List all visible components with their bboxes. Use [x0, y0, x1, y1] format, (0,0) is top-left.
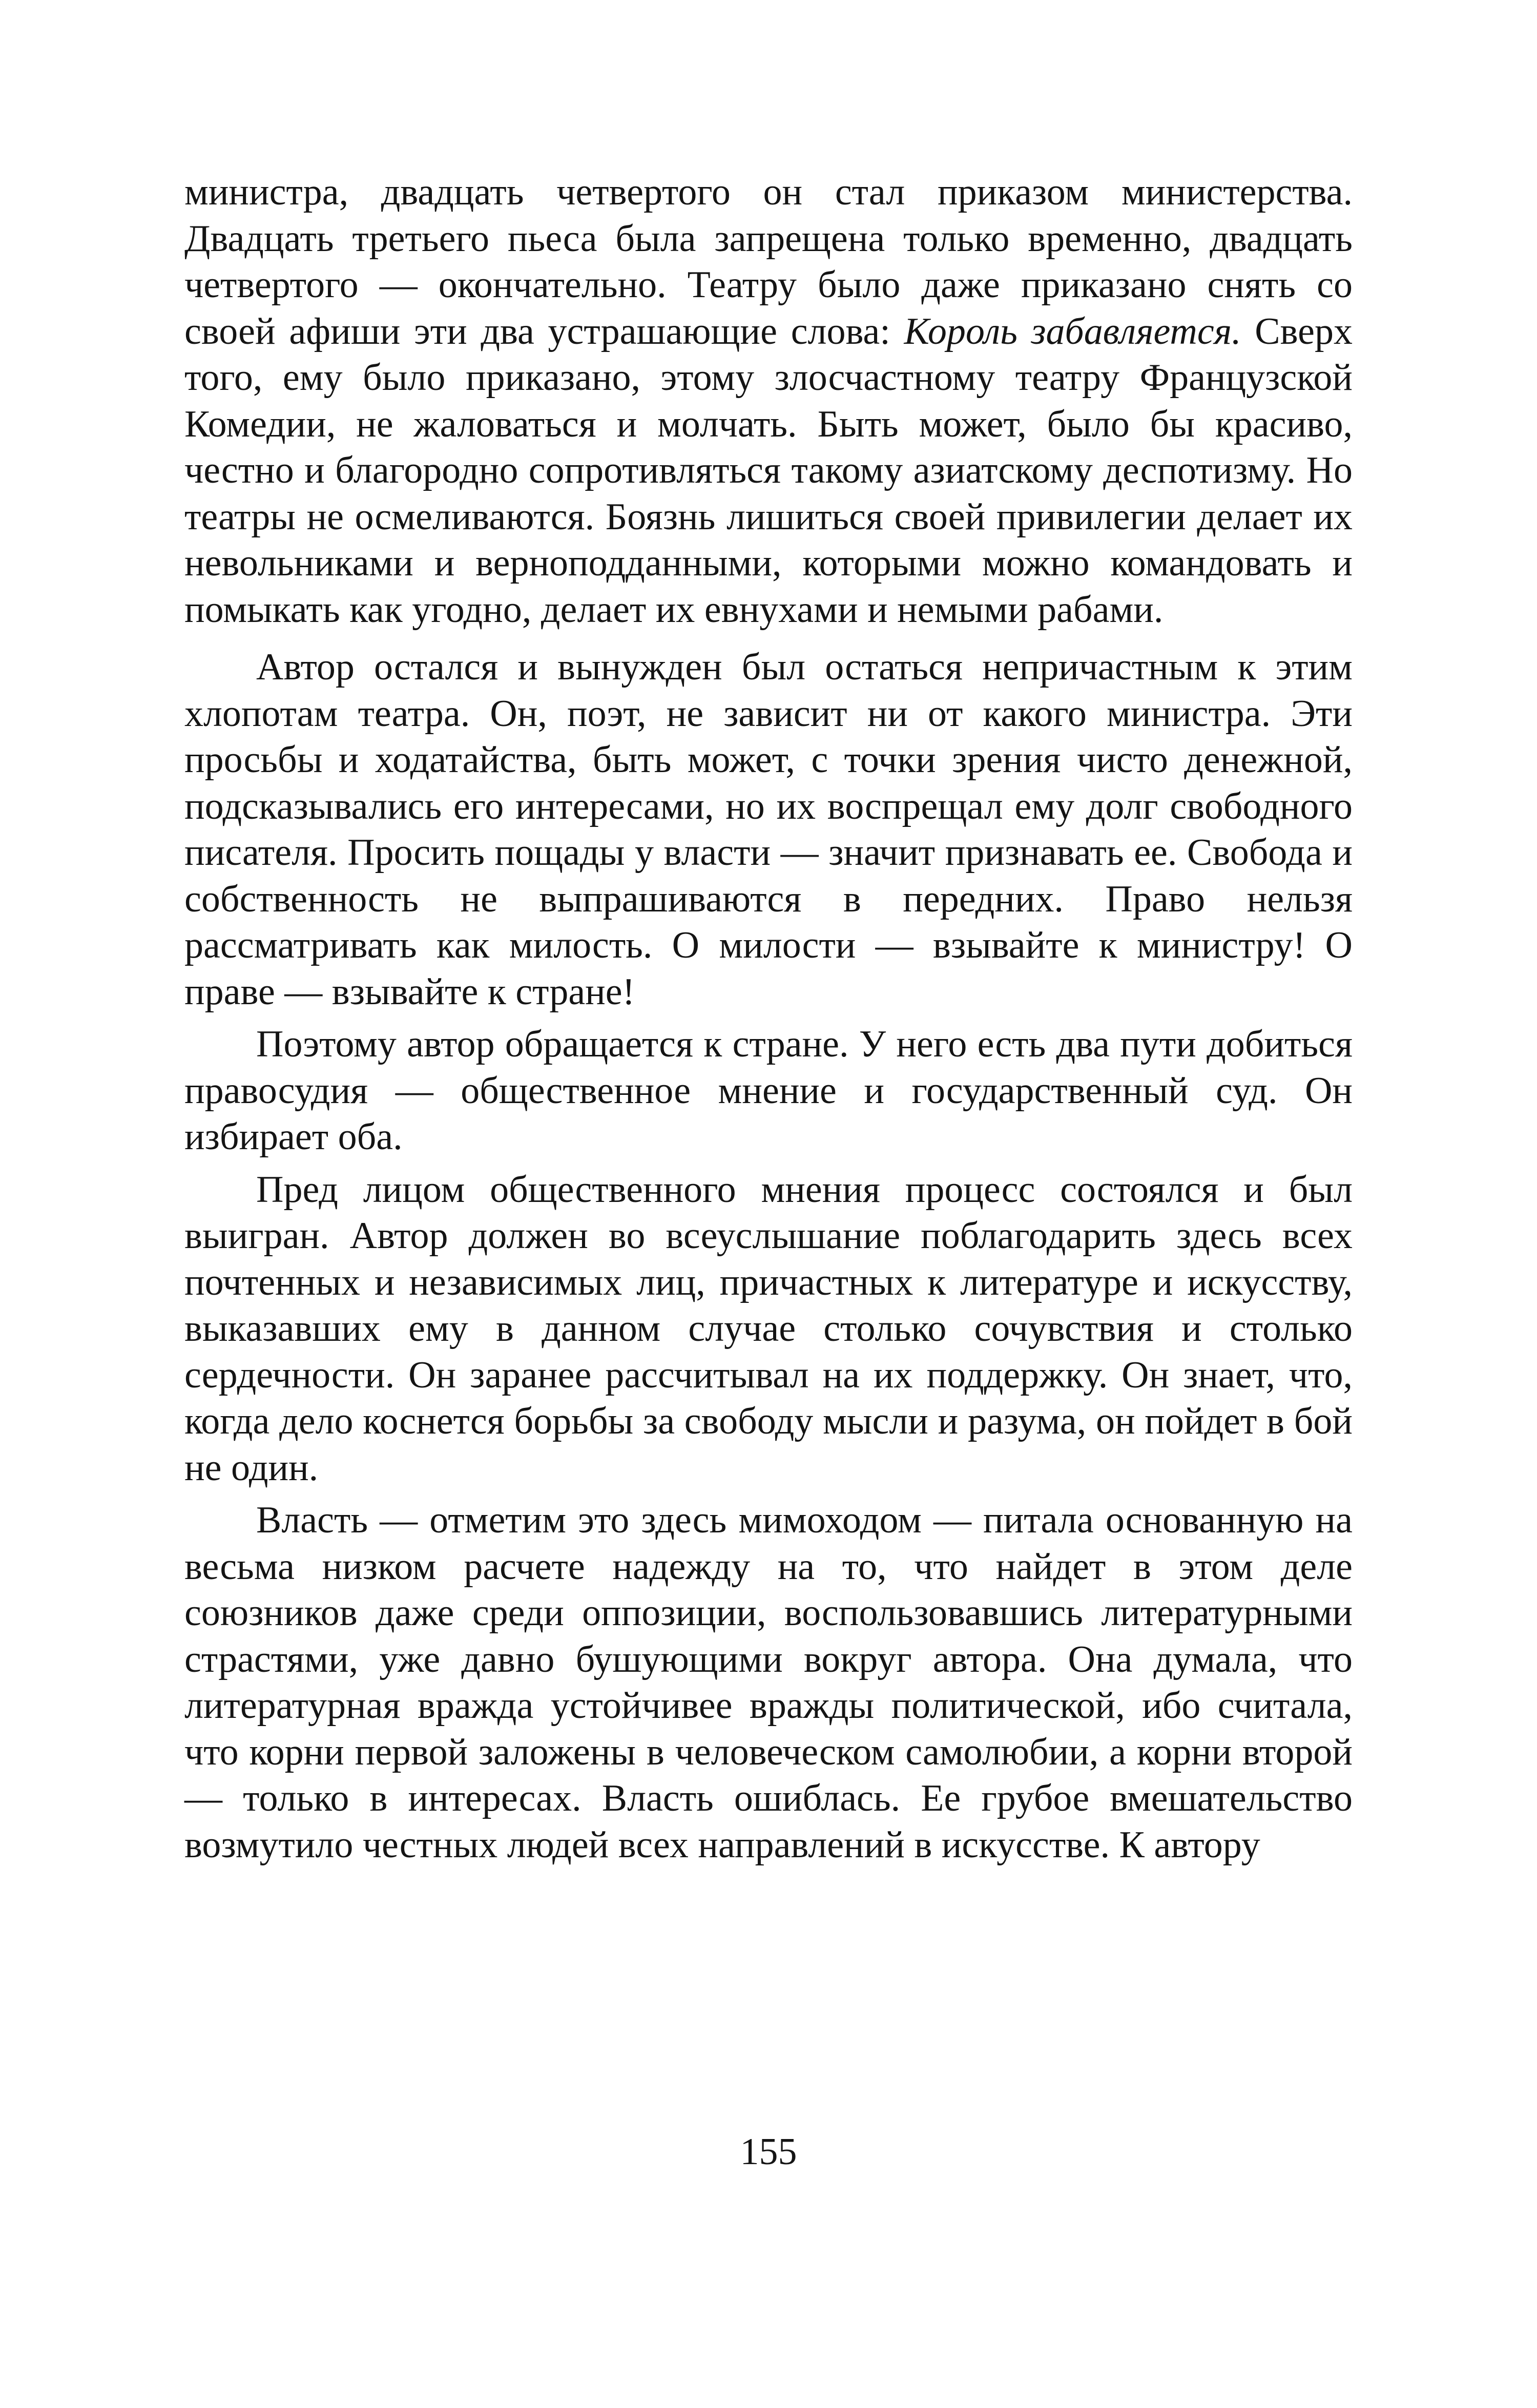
play-title-italic: Король забавляется. — [904, 310, 1241, 352]
paragraph-5: Власть — отметим это здесь мимоходом — питала основанную на весьма низком расчете надежду на то, что найдет в этом деле союзников даже среди оппозиции, воспользовавшись литературными страстями, уже давно бушующими вокруг автора. Она думала, что литературная вражда устойчивее вражды политической, ибо считала, что корни первой заложены в человеческом самолюбии, а корни второй — только в интересах. Власть ошиблась. Ее грубое вмешательство возмутило честных людей всех направлений в искусстве. К автору — [184, 1499, 1353, 1866]
page-number: 155 — [740, 2131, 797, 2173]
page-text-block — [184, 169, 1353, 1868]
paragraph-3: Поэтому автор обращается к стране. У него есть два пути добиться правосудия — общественное мнение и государственный суд. Он избирает оба. — [184, 1023, 1353, 1158]
paragraph-2: Автор остался и вынужден был остаться непричастным к этим хлопотам театра. Он, поэт, не зависит ни от какого министра. Эти просьбы и ходатайства, быть может, с точки зрения чисто денежной, подсказывались его интересами, но их воспрещал ему долг свободного писателя. Просить пощады у власти — значит признавать ее. Свобода и собственность не выпрашиваются в передних. Право нельзя рассматривать как милость. О милости — взывайте к министру! О праве — взывайте к стране! — [184, 646, 1353, 1013]
paragraph-1 — [184, 169, 1353, 633]
paragraph-4: Пред лицом общественного мнения процесс состоялся и был выигран. Автор должен во всеуслышание поблагодарить здесь всех почтенных и независимых лиц, причастных к литературе и искусству, выказавших ему в данном случае столько сочувствия и столько сердечности. Он заранее рассчитывал на их поддержку. Он знает, что, когда дело коснется борьбы за свободу мысли и разума, он пойдет в бой не один. — [184, 1168, 1353, 1489]
paragraph-1-text-end: Сверх того, ему было приказано, этому злосчастному театру Французской Комедии, не жаловаться и молчать. Быть может, было бы красиво, честно и благородно сопротивляться такому азиатскому деспотизму. Но театры не осмеливаются. Боязнь лишиться своей привилегии делает их невольниками и верноподданными, которыми можно командовать и помыкать как угодно, делает их евнухами и немыми рабами. — [184, 310, 1353, 631]
paragraph-1-text-start: министра, двадцать четвертого он стал приказом министерства. Двадцать третьего пьеса была запрещена только временно, двадцать четвертого — окончательно. Театру было даже приказано снять со своей афиши эти два устрашающие слова: — [184, 171, 1353, 352]
